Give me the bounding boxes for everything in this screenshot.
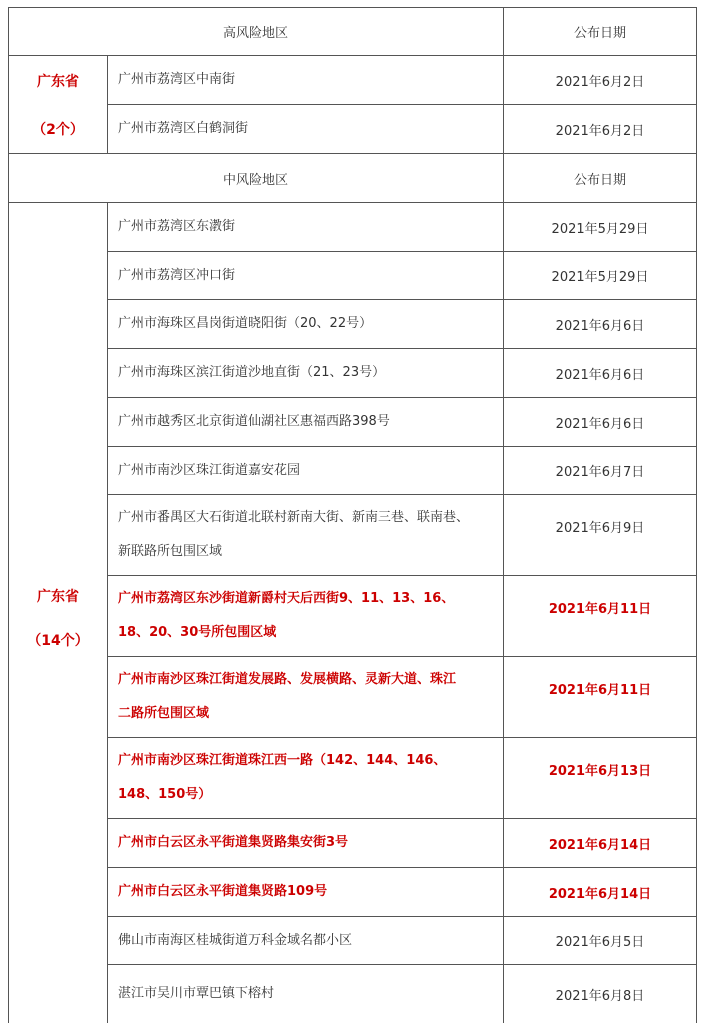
table-row-date: 2021年6月6日 xyxy=(555,416,645,432)
table-row-date-highlighted: 2021年6月13日 xyxy=(548,763,652,779)
table-row-date: 2021年6月6日 xyxy=(555,367,645,383)
table-row-date: 2021年5月29日 xyxy=(551,221,649,237)
table-row-area: 广州市海珠区滨江街道沙地直街（21、23号） xyxy=(118,365,386,380)
medium-risk-count-label: （14个） xyxy=(27,633,89,649)
table-row-date: 2021年6月2日 xyxy=(555,123,645,139)
table-row-area: 广州市荔湾区中南街 xyxy=(118,72,236,87)
table-row-date: 2021年6月8日 xyxy=(555,988,645,1004)
table-row-area-highlighted: 广州市南沙区珠江街道发展路、发展横路、灵新大道、珠江 二路所包围区域 xyxy=(118,672,457,721)
table-row-date: 2021年6月7日 xyxy=(555,465,645,480)
table-row-date-highlighted: 2021年6月11日 xyxy=(548,682,652,698)
table-row-area: 广州市海珠区昌岗街道晓阳街（20、22号） xyxy=(118,316,373,331)
table-row-date: 2021年5月29日 xyxy=(551,270,649,285)
table-row-area: 广州市荔湾区白鹤洞街 xyxy=(118,121,249,136)
medium-risk-area-header: 中风险地区 xyxy=(222,172,288,188)
table-row-area: 广州市南沙区珠江街道嘉安花园 xyxy=(118,462,301,478)
high-risk-province-label: 广东省 xyxy=(37,73,79,90)
table-row-date: 2021年6月2日 xyxy=(555,74,645,90)
table-row-date-highlighted: 2021年6月14日 xyxy=(548,886,652,902)
table-row-area: 广州市番禺区大石街道北联村新南大街、新南三巷、联南巷、 新联路所包围区域 xyxy=(118,510,470,559)
high-risk-count-label: （2个） xyxy=(32,122,84,138)
high-risk-date-header: 公布日期 xyxy=(573,26,626,41)
table-row-area-highlighted: 广州市白云区永平街道集贤路109号 xyxy=(118,884,328,899)
table-row-date: 2021年6月9日 xyxy=(555,520,645,536)
table-row-area: 佛山市南海区桂城街道万科金域名都小区 xyxy=(118,932,353,948)
table-row-area-highlighted: 广州市荔湾区东沙街道新爵村天后西街9、11、13、16、 18、20、30号所包围区域 xyxy=(118,591,455,640)
table-row-area: 广州市越秀区北京街道仙湖社区惠福西路398号 xyxy=(118,414,390,429)
table-row-area-highlighted: 广州市白云区永平街道集贤路集安街3号 xyxy=(118,835,349,850)
high-risk-area-header: 高风险地区 xyxy=(222,26,288,41)
table-row-date-highlighted: 2021年6月11日 xyxy=(548,601,652,617)
table-row-date: 2021年6月5日 xyxy=(555,935,645,950)
medium-risk-date-header: 公布日期 xyxy=(573,172,626,188)
table-row-area: 湛江市吴川市覃巴镇下榕村 xyxy=(118,986,275,1001)
table-row-date: 2021年6月6日 xyxy=(555,318,645,334)
table-row-area-highlighted: 广州市南沙区珠江街道珠江西一路（142、144、146、 148、150号） xyxy=(118,753,447,802)
table-border-right xyxy=(696,7,697,1023)
table-row-area: 广州市荔湾区冲口街 xyxy=(118,267,236,283)
medium-risk-province-label: 广东省 xyxy=(37,589,79,605)
table-row-area: 广州市荔湾区东漖街 xyxy=(118,219,236,234)
table-row-date-highlighted: 2021年6月14日 xyxy=(548,837,652,853)
